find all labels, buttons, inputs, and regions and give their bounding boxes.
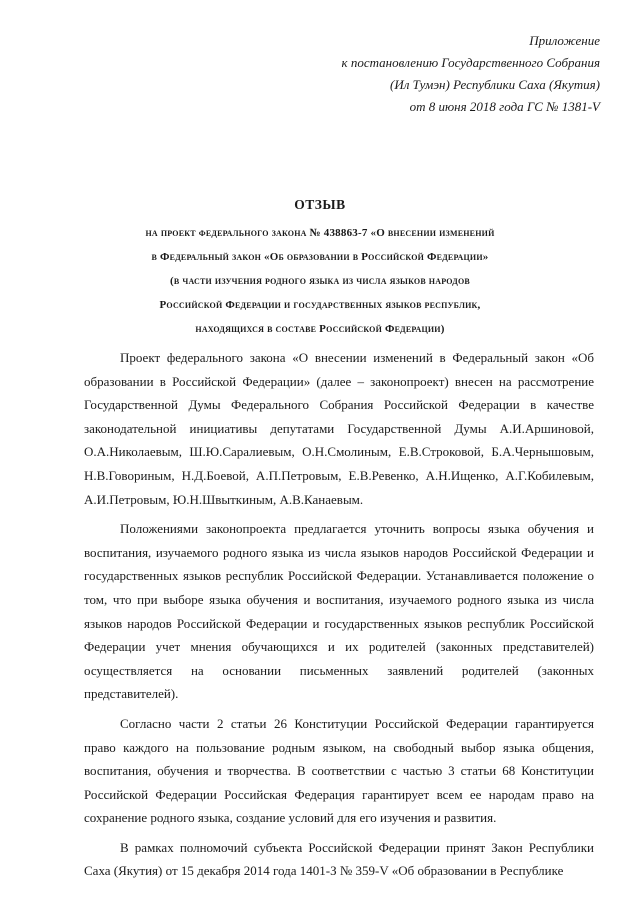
- document-title: ОТЗЫВ: [294, 197, 346, 212]
- appendix-assembly: (Ил Тумэн) Республики Саха (Якутия): [390, 77, 600, 92]
- paragraph-4: В рамках полномочий субъекта Российской Федерации принят Закон Республики Саха (Якутия) от 15 декабря 2014 года 1401-З № 359-V «Об образовании в Республике: [84, 839, 594, 879]
- heading-line-3: (в части изучения родного языка из числа языков народов: [170, 275, 470, 287]
- paragraph-3: Согласно части 2 статьи 26 Конституции Российской Федерации гарантируется право каждого на пользование родным языком, на свободный выбор языка общения, воспитания, обучения и творчества. В соответствии с частью 3 статьи 68 Конституции Российской Федерации Российская Федерация гарантирует всем ее народам право на сохранение родного языка, создание условий для его изучения и развития.: [84, 715, 594, 826]
- heading-line-1: на проект федерального закона № 438863-7 «О внесении изменений: [145, 227, 495, 239]
- appendix-date-number: от 8 июня 2018 года ГС № 1381-V: [409, 99, 600, 114]
- heading-line-2: в Федеральный закон «Об образовании в Российской Федерации»: [151, 251, 489, 263]
- paragraph-2: Положениями законопроекта предлагается уточнить вопросы языка обучения и воспитания, изучаемого родного языка из числа языков народов Российской Федерации и государственных языков республик Российской Федерации. Устанавливается положение о том, что при выборе языка обучения и воспитания, изучаемого родного языка из числа языков народов Российской Федерации и государственных языков республик Российской Федерации учет мнения обучающихся и их родителей (законных представителей) осуществляется на основании письменных заявлений родителей (законных представителей).: [84, 521, 594, 702]
- appendix-header: [342, 30, 601, 118]
- document-heading: [0, 195, 640, 341]
- document-body: [84, 346, 594, 889]
- paragraph-1: Проект федерального закона «О внесении изменений в Федеральный закон «Об образовании в Российской Федерации» (далее – законопроект) внесен на рассмотрение Государственной Думы Федерального Собрания Российской Федерации в качестве законодательной инициативы депутатами Государственной Думы А.И.Аршиновой, О.А.Николаевым, Ш.Ю.Саралиевым, О.Н.Смолиным, Е.В.Строковой, Б.А.Чернышовым, Н.В.Говориным, Н.Д.Боевой, А.П.Петровым, Е.В.Ревенко, А.Н.Ищенко, А.Г.Кобилевым, А.И.Петровым, Ю.Н.Швыткиным, А.В.Канаевым.: [84, 350, 594, 507]
- heading-line-4: Российской Федерации и государственных языков республик,: [159, 299, 481, 311]
- appendix-resolution: к постановлению Государственного Собрания: [341, 55, 600, 70]
- heading-line-5: находящихся в составе Российской Федерации): [195, 323, 445, 335]
- appendix-title: Приложение: [529, 33, 600, 48]
